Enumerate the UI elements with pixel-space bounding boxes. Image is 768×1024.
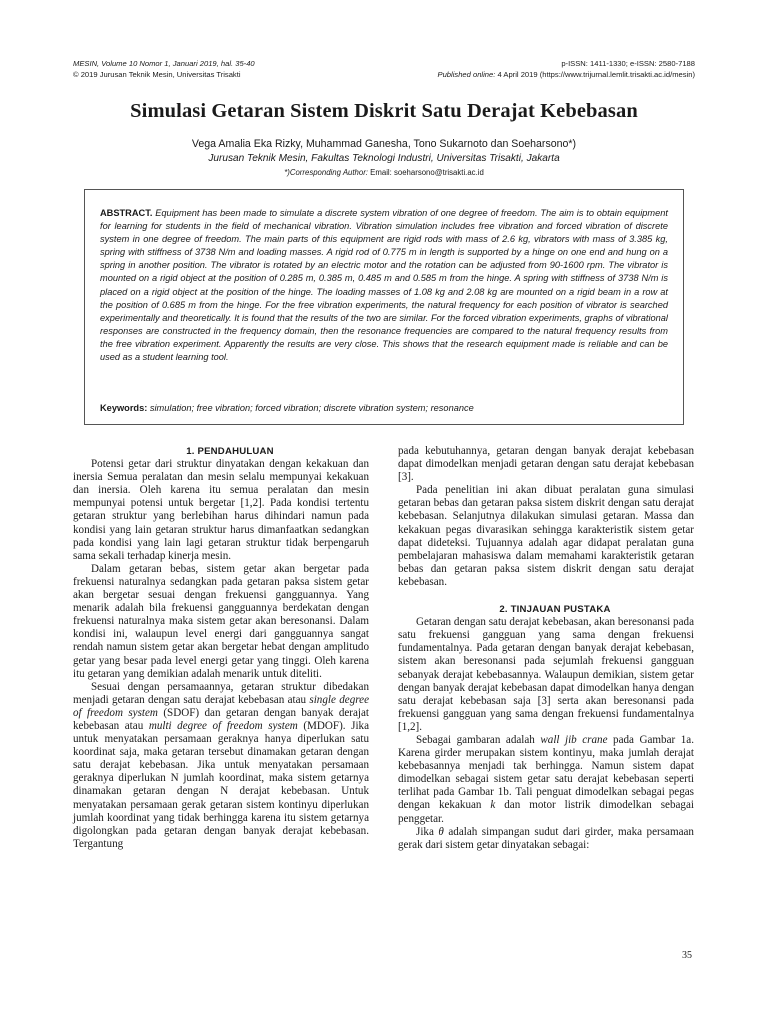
page-number: 35 bbox=[682, 950, 692, 961]
italic-term: single degree of freedom system bbox=[73, 693, 369, 719]
section-heading-tinjauan-pustaka: 2. TINJAUAN PUSTAKA bbox=[499, 604, 611, 616]
italic-term: wall jib crane bbox=[540, 733, 608, 746]
paper-title: Simulasi Getaran Sistem Diskrit Satu Derajat Kebebasan bbox=[130, 100, 638, 122]
text-run: (SDOF) dan getaran dengan banyak derajat kebebasan atau bbox=[73, 706, 369, 732]
right-column bbox=[398, 445, 694, 852]
italic-term: multi degree of freedom system bbox=[148, 719, 298, 732]
text-run: Jika bbox=[416, 825, 439, 838]
left-column bbox=[73, 445, 369, 851]
corresponding-author bbox=[0, 168, 768, 177]
corresponding-label: *)Corresponding Author: bbox=[284, 168, 368, 177]
journal-header-right bbox=[438, 58, 695, 80]
author-list: Vega Amalia Eka Rizky, Muhammad Ganesha, Tono Sukarnoto dan Soeharsono*) bbox=[191, 138, 577, 150]
published-value: 4 April 2019 (https://www.trijurnal.lemlit.trisakti.ac.id/mesin) bbox=[497, 70, 695, 79]
abstract-text: Equipment has been made to simulate a discrete system vibration of one degree of freedom. The aim is to obtain equipment for learning for students in the field of mechanical vibration. Vibration simulation includes free vibration and forced vibration of discrete system in one degree of freedom. The main parts of this equipment are rigid rods with mass of 2.6 kg, vibrators with mass of 3.385 kg, spring with stiffness of 3738 N/m and loading masses. A rigid rod of 0.775 m in length is supported by a hinge on one end and hung on a spring in another position. The vibrator is rotated by an electric motor and the rotation can be adjusted from 90-1600 rpm. The vibrator is mounted on a rigid object at the position of 0.285 m, 0.385 m, 0.485 m and 0.585 m from the hinge. A spring with stiffness of 3738 N/m is placed on a rigid object at the position of the hinge. The loading masses of 1.08 kg and 2.08 kg are mounted on a rigid beam in a row at the position of 0.685 m from the hinge. For the free vibration experiments, the natural frequency for each position of vibrator is searched experimentally and theoretically. It is found that the results of the two are similar. For the forced vibration experiments, graphs of vibrational responses are constructed in the frequency domain, then the resonance frequencies are compared to the natural frequency results from the free vibration experiment. Apparently the results are very close. This shows that the research equipment made is reliable and can be used as a student learning tool. bbox=[100, 208, 668, 363]
text-run: (MDOF). Jika untuk menyatakan persamaan geraknya hanya diperlukan satu koordinat saja, maka getaran tersebut dinamakan getaran dengan satu derajat kebebasan. Jika untuk menyatakan persamaan geraknya diperlukan N jumlah koordinat, maka sistem getarnya dinamakan getaran dengan N derajat kebebasan. Untuk menyatakan persamaan gerak getaran sistem kontinyu diperlukan jumlah koordinat yang tidak berhingga karena itu sistem getarnya digolongkan pada getaran dengan banyak derajat kebebasan. Tergantung bbox=[73, 719, 369, 850]
issn-line: p-ISSN: 1411-1330; e-ISSN: 2580-7188 bbox=[561, 59, 695, 68]
paragraph: Pada penelitian ini akan dibuat peralatan guna simulasi getaran bebas dan getaran paksa sistem diskrit dengan satu derajat kebebasan. Selanjutnya dilakukan simulasi getaran. Massa dan kekakuan pegas divarasikan sehingga karakteristik sistem getar dapat dideteksi. Tujuannya adalah agar didapat peralatan guna pembelajaran mahasiswa dalam memahami karakteristik getaran bebas dan getaran paksa sistem diskrit dengan satu derajat kebebasan. bbox=[398, 484, 694, 588]
paragraph: Potensi getar dari struktur dinyatakan dengan kekakuan dan inersia Semua peralatan dan mesin selalu mempunyai kekakuan dan inersia. Oleh karena itu semua peralatan dan mesin mempunyai potensi untuk bergetar [1,2]. Pada kondisi tertentu getaran struktur yang berlebihan harus dihindari namun pada kondisi yang lain getaran struktur harus dimanfaatkan sedangkan pada kondisi yang lain lagi getaran struktur tidak berpengaruh sama sekali terhadap kinerja mesin. bbox=[73, 458, 369, 562]
paragraph bbox=[398, 826, 694, 852]
paragraph: Dalam getaran bebas, sistem getar akan bergetar pada frekuensi naturalnya sedangkan pada getaran paksa sistem getar akan bergetar sesuai dengan frekuensi gangguannya. Yang menarik adalah bila frekuensi gangguannya berdekatan dengan frekuensi naturalnya maka sistem getar akan beresonansi. Dalam kondisi ini, walaupun level energi dari gangguannya sangat rendah namun sistem getar akan bergetar hebat dengan amplitudo getar yang besar pada level energi getar yang tinggi. Oleh karena itu getaran yang demikian adalah menarik untuk diteliti. bbox=[73, 562, 369, 680]
math-symbol: k bbox=[490, 799, 496, 812]
paragraph: Getaran dengan satu derajat kebebasan, akan beresonansi pada satu frekuensi gangguan yang sama dengan frekuensi fundamentalnya. Pada getaran dengan banyak derajat kebebasan, sistem akan beresonansi pada sejumlah frekuensi gangguan sebanyak derajat kebebasannya. Walaupun demikian, sistem getar dengan banyak derajat kebebasan dapat dimodelkan hanya dengan satu derajat kebebasan saja [3] serta akan beresonansi pada frekuensi gangguan yang sama dengan frekuensi fundamentalnya [1,2]. bbox=[398, 616, 694, 733]
published-label: Published online: bbox=[437, 70, 496, 79]
paragraph bbox=[73, 681, 369, 851]
math-symbol: θ bbox=[438, 825, 444, 838]
keywords bbox=[100, 403, 668, 413]
abstract-label: ABSTRACT. bbox=[100, 208, 153, 218]
paragraph-continued: pada kebutuhannya, getaran dengan banyak derajat kebebasan dapat dimodelkan menjadi getaran dengan satu derajat kebebasan [3]. bbox=[398, 445, 694, 484]
keywords-text: simulation; free vibration; forced vibration; discrete vibration system; resonance bbox=[147, 403, 474, 413]
text-run: adalah simpangan sudut dari girder, maka persamaan gerak dari sistem getar dinyatakan sebagai: bbox=[398, 825, 694, 851]
copyright-line: © 2019 Jurusan Teknik Mesin, Universitas Trisakti bbox=[73, 70, 241, 79]
corresponding-email: Email: soeharsono@trisakti.ac.id bbox=[370, 168, 484, 177]
keywords-label: Keywords: bbox=[100, 403, 148, 413]
paragraph bbox=[398, 734, 694, 826]
affiliation: Jurusan Teknik Mesin, Fakultas Teknologi Industri, Universitas Trisakti, Jakarta bbox=[208, 153, 560, 164]
journal-citation: MESIN, Volume 10 Nomor 1, Januari 2019, hal. 35-40 bbox=[73, 59, 255, 68]
published-line bbox=[438, 69, 695, 80]
abstract bbox=[100, 207, 668, 364]
text-run: dan motor listrik dimodelkan sebagai penggetar. bbox=[398, 799, 694, 825]
section-heading-pendahuluan: 1. PENDAHULUAN bbox=[186, 446, 274, 457]
text-run: pada Gambar 1a. Karena girder merupakan sistem kontinyu, maka jumlah derajat kebebasannya menjadi tak berhingga. Namun sistem dapat dimodelkan sebagai sistem getar satu derajat kebebasan seperti terlihat pada Gambar 1b. Tali penguat dimodelkan sebagai pegas dengan kekakuan bbox=[398, 733, 694, 812]
text-run: Sebagai gambaran adalah bbox=[416, 733, 541, 746]
text-run: Sesuai dengan persamaannya, getaran struktur dibedakan menjadi getaran dengan satu derajat kebebasan atau bbox=[73, 680, 369, 706]
journal-header-left bbox=[73, 58, 255, 80]
